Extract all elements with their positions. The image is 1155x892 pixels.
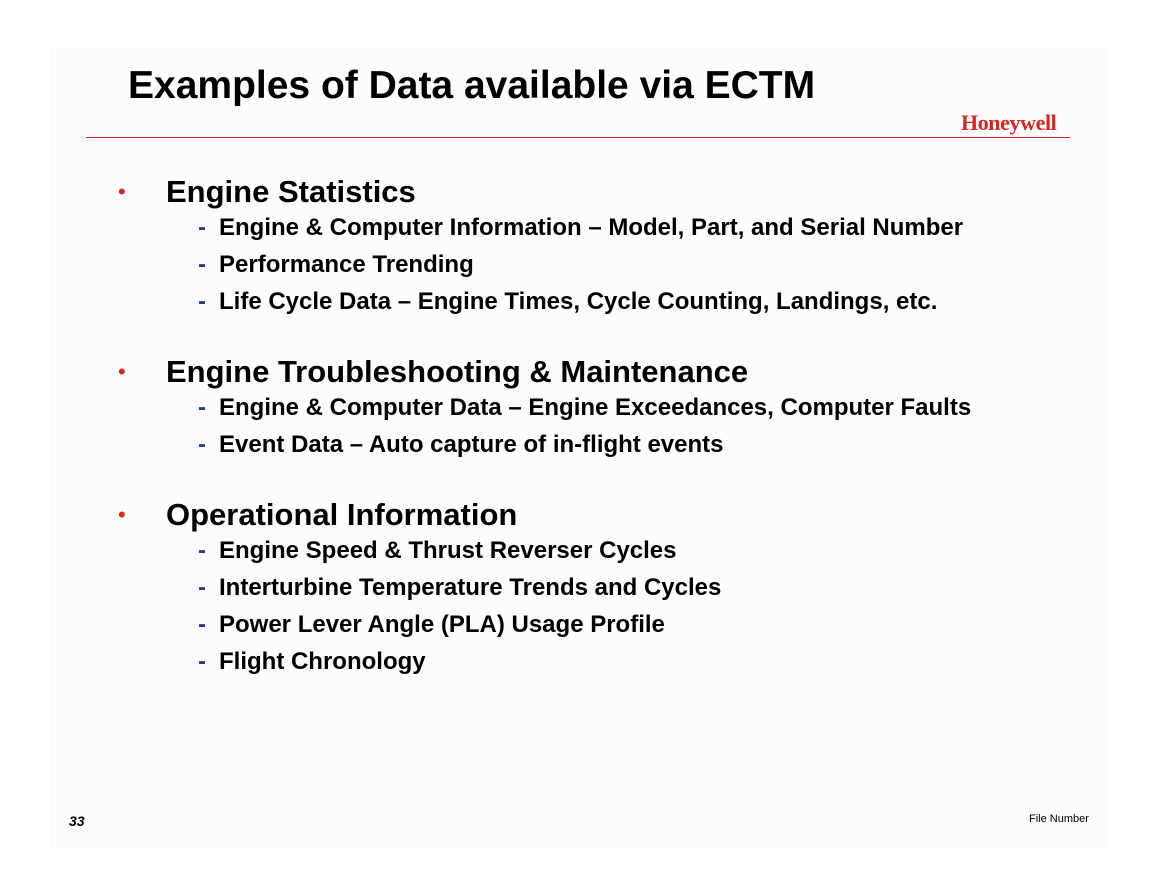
sub-bullet-text: Life Cycle Data – Engine Times, Cycle Counting, Landings, etc.: [219, 288, 938, 315]
sub-bullet-item: [118, 288, 979, 316]
section-heading-row: [118, 172, 1078, 212]
sub-bullet-item: [118, 251, 979, 279]
sub-bullet-text: Engine & Computer Information – Model, Part, and Serial Number: [219, 214, 964, 241]
sub-bullet-item: [118, 648, 979, 676]
sub-bullet-list: [118, 394, 1078, 459]
sub-bullet-text: Performance Trending: [219, 251, 474, 278]
sub-bullet-item: [118, 611, 979, 639]
sub-bullet-list: [118, 537, 1078, 676]
title-divider: [86, 137, 1070, 138]
page-number: 33: [69, 813, 85, 829]
dash-icon: -: [198, 214, 206, 241]
dash-icon: -: [198, 537, 206, 564]
sub-bullet-text: Engine & Computer Data – Engine Exceedances, Computer Faults: [219, 394, 972, 421]
file-number-label: File Number: [1029, 813, 1089, 825]
dash-icon: -: [198, 611, 206, 638]
section-operational-information: [118, 495, 1078, 676]
dash-icon: -: [198, 394, 206, 421]
sub-bullet-text: Engine Speed & Thrust Reverser Cycles: [219, 537, 677, 564]
bullet-icon: •: [118, 502, 126, 527]
dash-icon: -: [198, 574, 206, 601]
sub-bullet-item: [118, 394, 979, 422]
section-engine-statistics: [118, 172, 1078, 316]
sub-bullet-text: Flight Chronology: [219, 648, 426, 675]
section-heading-row: [118, 495, 1078, 535]
section-heading: Engine Troubleshooting & Maintenance: [166, 354, 749, 389]
slide-title: Examples of Data available via ECTM: [128, 64, 816, 107]
section-heading-row: [118, 352, 1078, 392]
section-heading: Operational Information: [166, 497, 518, 532]
dash-icon: -: [198, 288, 206, 315]
sub-bullet-item: [118, 214, 979, 242]
section-heading: Engine Statistics: [166, 174, 416, 209]
sub-bullet-text: Event Data – Auto capture of in-flight events: [219, 431, 724, 458]
section-engine-troubleshooting: [118, 352, 1078, 459]
sub-bullet-item: [118, 431, 979, 459]
bullet-content: [118, 172, 1078, 676]
sub-bullet-text: Power Lever Angle (PLA) Usage Profile: [219, 611, 665, 638]
sub-bullet-item: [118, 537, 979, 565]
sub-bullet-item: [118, 574, 979, 602]
bullet-icon: •: [118, 179, 126, 204]
dash-icon: -: [198, 648, 206, 675]
honeywell-logo: Honeywell: [961, 110, 1057, 135]
bullet-icon: •: [118, 359, 126, 384]
dash-icon: -: [198, 251, 206, 278]
sub-bullet-text: Interturbine Temperature Trends and Cycles: [219, 574, 722, 601]
dash-icon: -: [198, 431, 206, 458]
sub-bullet-list: [118, 214, 1078, 316]
